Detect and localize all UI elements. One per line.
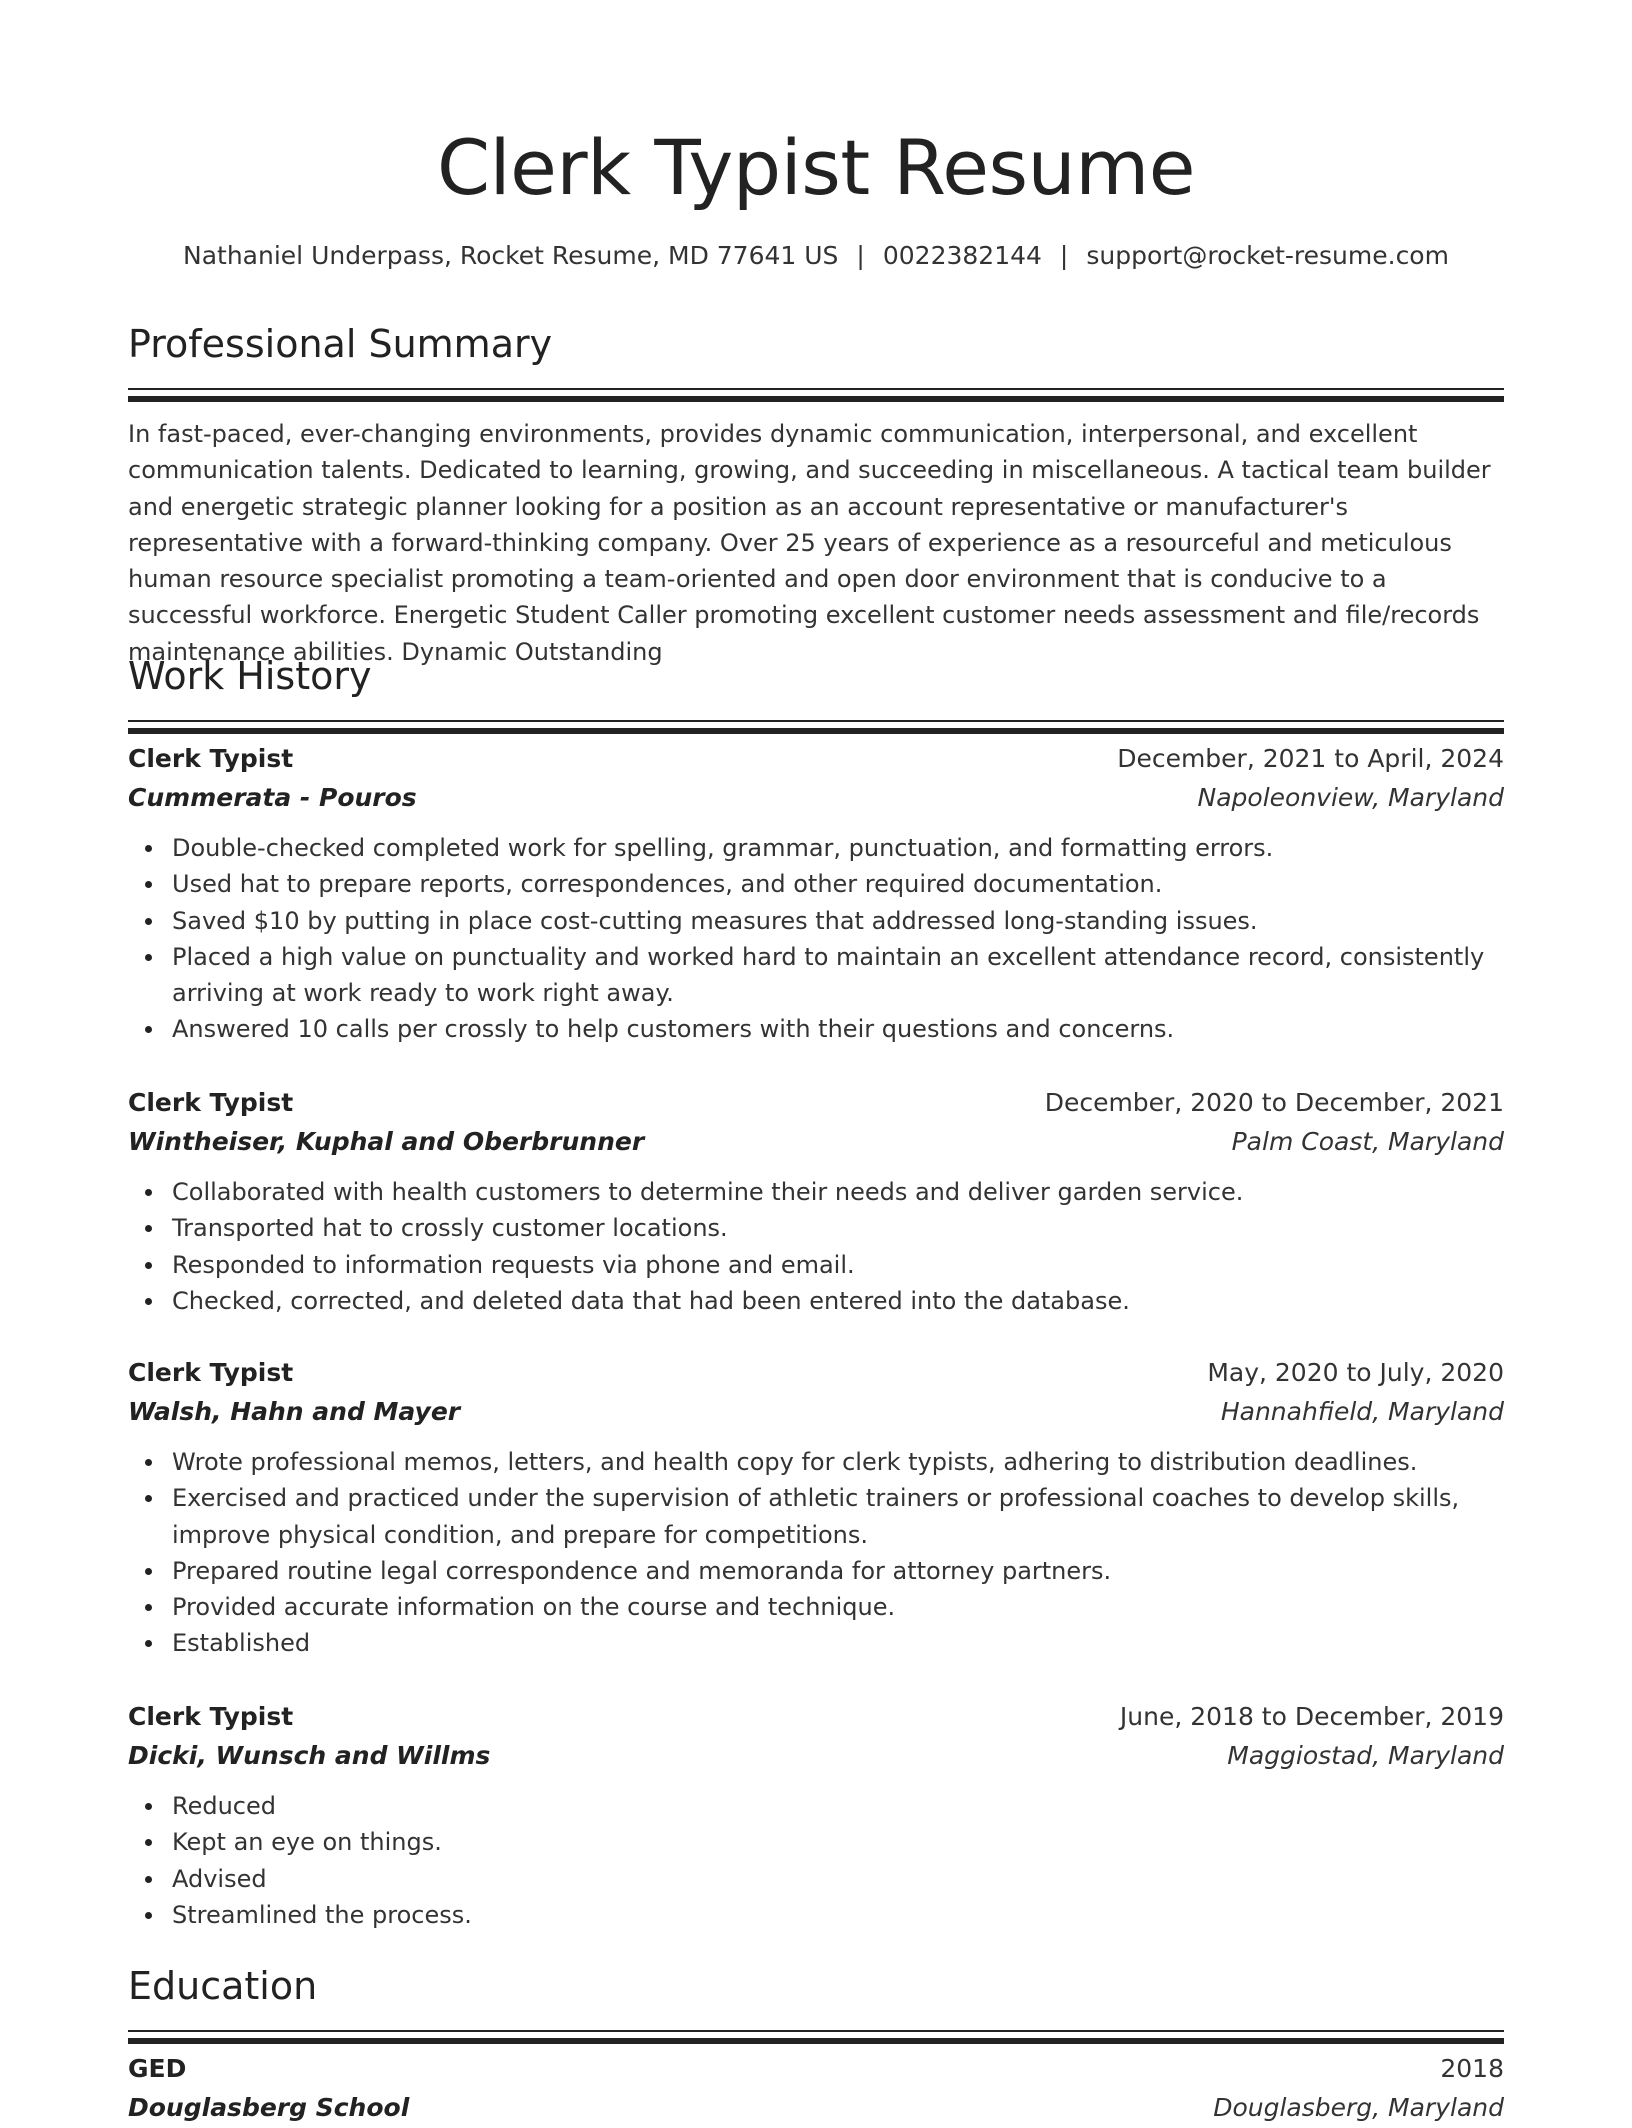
list-item: Kept an eye on things. <box>172 1824 1504 1860</box>
education-degree: GED <box>128 2054 187 2083</box>
job-dates: December, 2021 to April, 2024 <box>1117 744 1504 773</box>
list-item: Advised <box>172 1861 1504 1897</box>
list-item: Prepared routine legal correspondence and memoranda for attorney partners. <box>172 1553 1504 1589</box>
contact-email: support@rocket-resume.com <box>1086 241 1449 270</box>
section-heading: Professional Summary <box>128 322 553 366</box>
contact-separator: | <box>1059 241 1069 270</box>
job-title: Clerk Typist <box>128 1358 294 1387</box>
work-history-section <box>128 650 1504 734</box>
list-item: Answered 10 calls per crossly to help customers with their questions and concerns. <box>172 1011 1504 1047</box>
job-bullet-list <box>128 1444 1504 1662</box>
job-entry <box>128 1354 1504 1662</box>
job-title: Clerk Typist <box>128 744 294 773</box>
section-divider <box>128 396 1504 402</box>
job-company: Dicki, Wunsch and Willms <box>128 1741 491 1770</box>
list-item: Checked, corrected, and deleted data that had been entered into the database. <box>172 1283 1504 1319</box>
job-entry <box>128 1084 1504 1319</box>
job-location: Palm Coast, Maryland <box>1231 1127 1504 1156</box>
job-company: Wintheiser, Kuphal and Oberbrunner <box>128 1127 645 1156</box>
list-item: Responded to information requests via phone and email. <box>172 1247 1504 1283</box>
education-school: Douglasberg School <box>128 2093 410 2122</box>
section-heading: Education <box>128 1964 318 2008</box>
education-year: 2018 <box>1440 2054 1504 2083</box>
job-title: Clerk Typist <box>128 1702 294 1731</box>
list-item: Double-checked completed work for spelling, grammar, punctuation, and formatting errors. <box>172 830 1504 866</box>
job-entry <box>128 1698 1504 1933</box>
contact-address: Nathaniel Underpass, Rocket Resume, MD 77641 US <box>183 241 839 270</box>
section-heading: Work History <box>128 654 372 698</box>
job-entry <box>128 740 1504 1048</box>
list-item: Provided accurate information on the course and technique. <box>172 1589 1504 1625</box>
education-section <box>128 1960 1504 2044</box>
section-divider <box>128 720 1504 722</box>
list-item: Transported hat to crossly customer locations. <box>172 1210 1504 1246</box>
job-dates: December, 2020 to December, 2021 <box>1044 1088 1504 1117</box>
contact-line <box>128 238 1504 274</box>
contact-phone: 0022382144 <box>882 241 1042 270</box>
job-title: Clerk Typist <box>128 1088 294 1117</box>
section-divider <box>128 2038 1504 2044</box>
job-location: Hannahfield, Maryland <box>1220 1397 1504 1426</box>
job-dates: May, 2020 to July, 2020 <box>1207 1358 1504 1387</box>
section-divider <box>128 728 1504 734</box>
job-company: Cummerata - Pouros <box>128 783 417 812</box>
resume-title: Clerk Typist Resume <box>436 123 1196 212</box>
job-bullet-list <box>128 1788 1504 1933</box>
section-divider <box>128 388 1504 390</box>
job-dates: June, 2018 to December, 2019 <box>1119 1702 1504 1731</box>
summary-text: In fast-paced, ever-changing environments, provides dynamic communication, interpersonal, and excellent communication talents. Dedicated to learning, growing, and succeeding in miscellaneous. A tactical team builder and energetic strategic planner looking for a position as an account representative or manufacturer's representative with a forward-thinking company. Over 25 years of experience as a resourceful and meticulous human resource specialist promoting a team-oriented and open door environment that is conducive to a successful workforce. Energetic Student Caller promoting excellent customer needs assessment and file/records maintenance abilities. Dynamic Outstanding <box>128 420 1491 666</box>
list-item: Placed a high value on punctuality and worked hard to maintain an excellent attendance record, consistently arriving at work ready to work right away. <box>172 939 1504 1012</box>
list-item: Exercised and practiced under the supervision of athletic trainers or professional coaches to develop skills, improve physical condition, and prepare for competitions. <box>172 1480 1504 1553</box>
list-item: Established <box>172 1625 1504 1661</box>
job-location: Maggiostad, Maryland <box>1227 1741 1504 1770</box>
summary-section <box>128 318 1504 670</box>
list-item: Used hat to prepare reports, correspondences, and other required documentation. <box>172 866 1504 902</box>
job-bullet-list <box>128 1174 1504 1319</box>
list-item: Streamlined the process. <box>172 1897 1504 1933</box>
job-bullet-list <box>128 830 1504 1048</box>
list-item: Saved $10 by putting in place cost-cutting measures that addressed long-standing issues. <box>172 903 1504 939</box>
contact-separator: | <box>856 241 865 270</box>
job-company: Walsh, Hahn and Mayer <box>128 1397 461 1426</box>
list-item: Reduced <box>172 1788 1504 1824</box>
education-entry <box>128 2050 1504 2128</box>
list-item: Collaborated with health customers to determine their needs and deliver garden service. <box>172 1174 1504 1210</box>
education-location: Douglasberg, Maryland <box>1213 2093 1504 2122</box>
section-divider <box>128 2030 1504 2032</box>
job-location: Napoleonview, Maryland <box>1197 783 1504 812</box>
list-item: Wrote professional memos, letters, and health copy for clerk typists, adhering to distribution deadlines. <box>172 1444 1504 1480</box>
